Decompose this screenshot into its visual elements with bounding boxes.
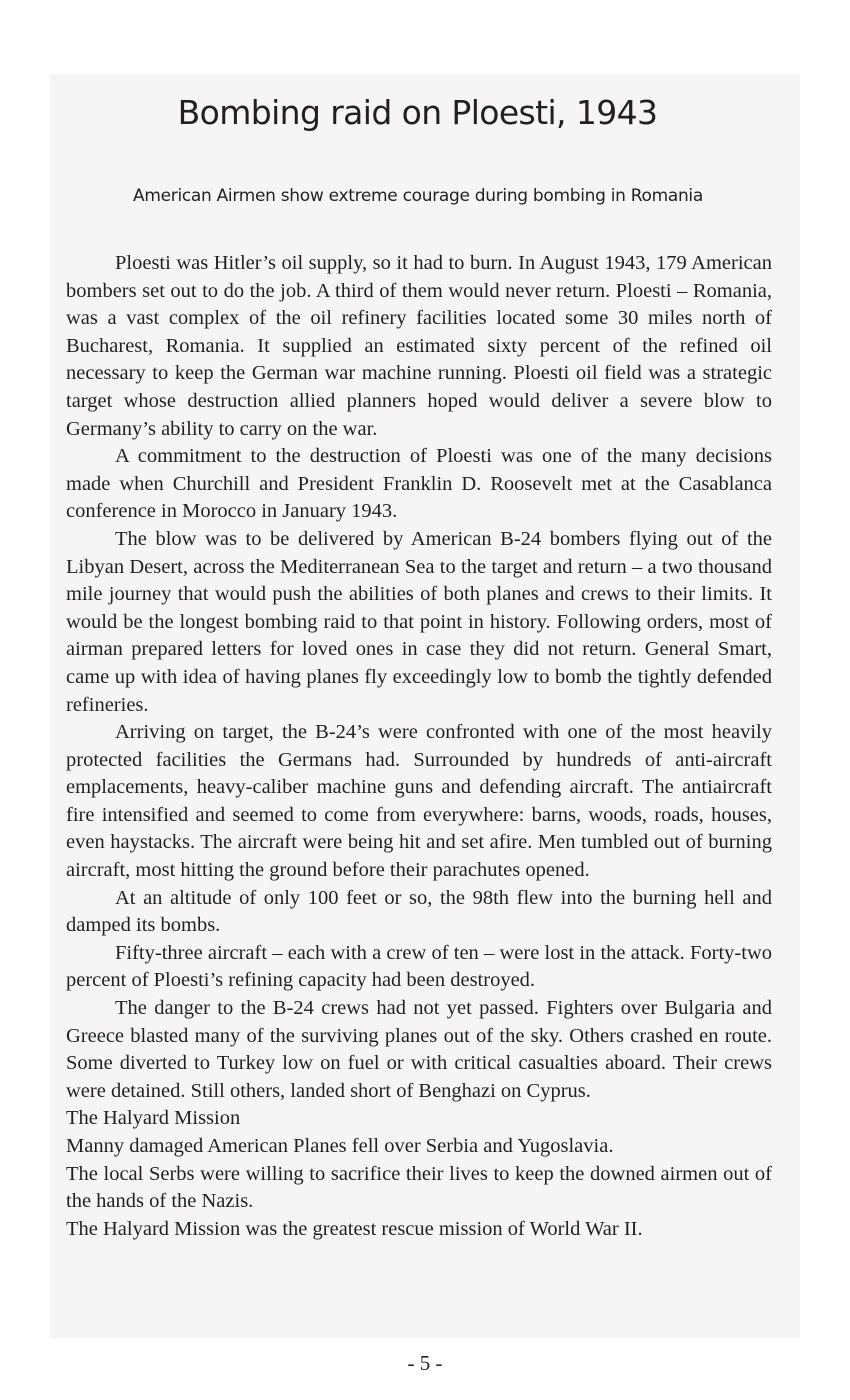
halyard-line: Manny damaged American Planes fell over Serbia and Yugoslavia. — [66, 1135, 614, 1157]
article-body — [66, 250, 772, 1243]
halyard-line: The Halyard Mission was the greatest rescue mission of World War II. — [66, 1217, 643, 1240]
article-subtitle: American Airmen show extreme courage during bombing in Romania — [133, 186, 703, 206]
halyard-line: The local Serbs were willing to sacrifice their lives to keep the downed airmen out of the hands of the Nazis. — [66, 1162, 772, 1213]
paragraph-losses: Fifty-three aircraft – each with a crew of ten – were lost in the attack. Forty-two percent of Ploesti’s refining capacity had been destroyed. — [66, 941, 772, 992]
paragraph-b24-journey: The blow was to be delivered by American B-24 bombers flying out of the Libyan Desert, across the Mediterranean Sea to the target and return – a two thousand mile journey that would push the abilities of both planes and crews to their limits. It would be the longest bombing raid to that point in history. Following orders, most of airman prepared letters for loved ones in case they did not return. General Smart, came up with idea of having planes fly exceedingly low to bomb the tightly defended refineries. — [66, 527, 772, 716]
paragraph-casablanca: A commitment to the destruction of Ploesti was one of the many decisions made when Churchill and President Franklin D. Roosevelt met at the Casablanca conference in Morocco in January 1943. — [66, 445, 772, 523]
paragraph-arriving-on-target: Arriving on target, the B-24’s were confronted with one of the most heavily protected facilities the Germans had. Surrounded by hundreds of anti-aircraft emplacements, heavy-caliber machine guns and defending aircraft. The antiaircraft fire intensified and seemed to come from everywhere: barns, woods, roads, houses, even haystacks. The aircraft were being hit and set afire. Men tumbled out of burning aircraft, most hitting the ground before their parachutes opened. — [66, 721, 772, 882]
page-number: - 5 - — [407, 1351, 443, 1375]
paragraph-98th-altitude: At an altitude of only 100 feet or so, the 98th flew into the burning hell and damped its bombs. — [66, 886, 772, 937]
paragraph-danger-passed: The danger to the B-24 crews had not yet passed. Fighters over Bulgaria and Greece blasted many of the surviving planes out of the sky. Others crashed en route. Some diverted to Turkey low on fuel or with critical casualties aboard. Their crews were detained. Still others, landed short of Benghazi on Cyprus. — [66, 997, 772, 1102]
paragraph-ploesti-intro: Ploesti was Hitler’s oil supply, so it had to burn. In August 1943, 179 American bombers set out to do the job. A third of them would never return. Ploesti – Romania, was a vast complex of the oil refinery facilities located some 30 miles north of Bucharest, Romania. It supplied an estimated sixty percent of the refined oil necessary to keep the German war machine running. Ploesti oil field was a strategic target whose destruction allied planners hoped would deliver a severe blow to Germany’s ability to carry on the war. — [66, 252, 772, 440]
article-title: Bombing raid on Ploesti, 1943 — [177, 93, 658, 132]
halyard-heading: The Halyard Mission — [66, 1107, 241, 1130]
